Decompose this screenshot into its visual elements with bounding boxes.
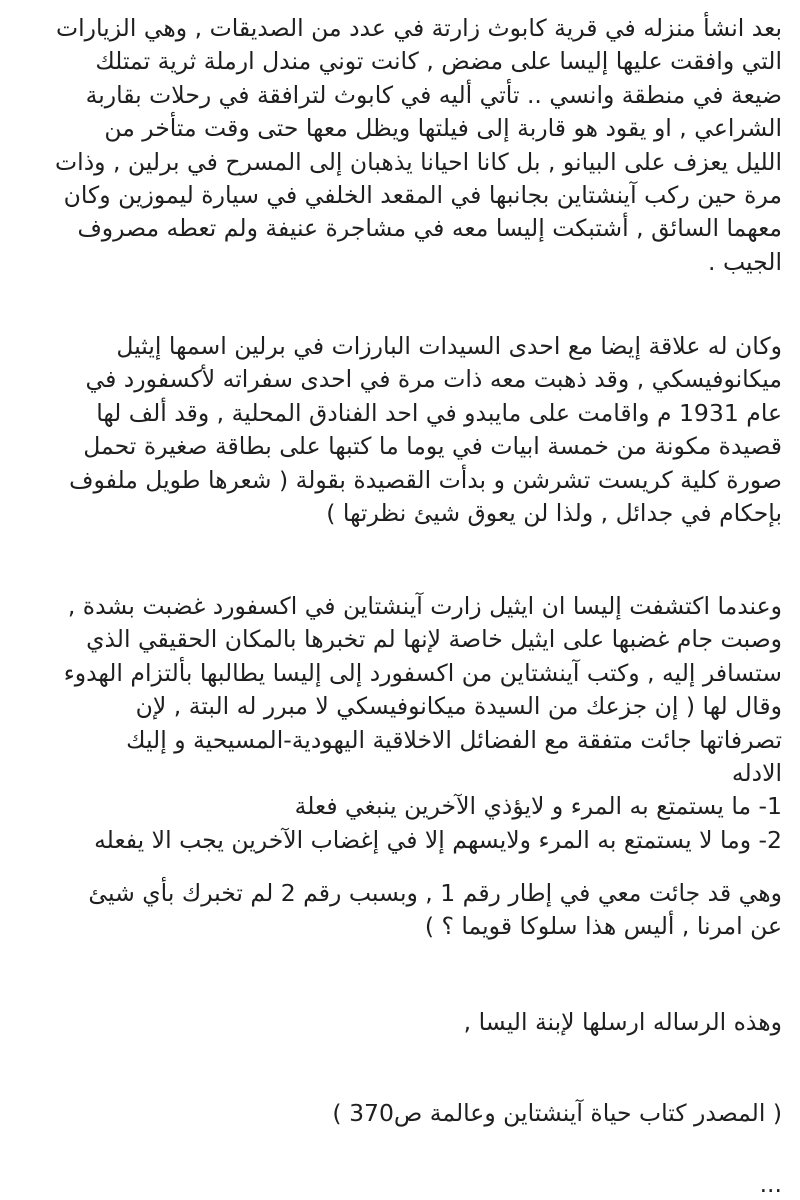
paragraph-2 [20,330,782,530]
paragraph-line: تصرفاتها جائت متفقة مع الفضائل الاخلاقية اليهودية-المسيحية و إليك [126,725,782,754]
paragraph-line: وكان له علاقة إيضا مع احدى السيدات البارزات في برلين اسمها إيثيل [116,332,782,360]
paragraph-line: وهي قد جائت معي في إطار رقم 1 , وبسبب رقم 2 لم تخبرك بأي شيئ [88,879,782,907]
list-item-1: 1- ما يستمتع به المرء و لايؤذي الآخرين ينبغي فعلة [294,792,782,821]
paragraph-line: التي وافقت عليها إليسا على مضض , كانت توني مندل ارملة ثرية تمتلك [95,47,782,76]
paragraph-line: بإحكام في جدائل , ولذا لن يعوق شيئ نظرتها ) [326,498,782,527]
paragraph-line: وعندما اكتشفت إليسا ان ايثيل زارت آينشتاين في اكسفورد غضبت بشدة , [67,592,782,620]
paragraph-line: عام 1931 م واقامت على مايبدو في احد الفنادق المحلية , وقد ألف لها [96,398,782,427]
paragraph-line: ضيعة في منطقة وانسي .. تأتي أليه في كابوث لترافقة في رحلات بقاربة [85,80,782,109]
paragraph-line: وهذه الرساله ارسلها لإبنة اليسا , [463,1008,782,1036]
paragraph-line: ... [759,1170,782,1198]
paragraph-line: مرة حين ركب آينشتاين بجانبها في المقعد الخلفي في سيارة ليموزين وكان [63,180,782,209]
paragraph-line: عن امرنا , أليس هذا سلوكا قويما ؟ ) [424,912,782,941]
paragraph-line: صورة كلية كريست تشرشن و بدأت القصيدة بقولة ( شعرها طويل ملفوف [69,465,782,494]
paragraph-1 [20,12,782,279]
paragraph-line: ستسافر إليه , وكتب آينشتاين من اكسفورد إلى إليسا يطالبها بألتزام الهدوء [63,658,782,687]
paragraph-line: معهما السائق , أشتبكت إليسا معه في مشاجرة عنيفة ولم تعطه مصروف [77,214,782,243]
paragraph-line: الليل يعزف على البيانو , بل كانا احيانا يذهبان إلى المسرح في برلين , وذات [55,147,782,176]
paragraph-3 [20,590,782,857]
paragraph-line: الجيب . [708,247,782,276]
list-item-2: 2- وما لا يستمتع به المرء ولايسهم إلا في إغضاب الآخرين يجب الا يفعله [94,825,782,854]
paragraph-line: وقال لها ( إن جزعك من السيدة ميكانوفيسكي لا مبرر له البتة , لإن [135,692,782,721]
paragraph-5 [20,1006,782,1039]
paragraph-line: قصيدة مكونة من خمسة ابيات في يوما ما كتبها على بطاقة صغيرة تحمل [83,432,782,461]
paragraph-line: بعد انشأ منزله في قرية كابوث زارتة في عدد من الصديقات , وهي الزيارات [56,14,782,42]
source-citation [20,1097,782,1130]
paragraph-line: الشراعي , او يقود هو قاربة إلى فيلتها ويظل معها حتى وقت متأخر من [104,114,782,143]
paragraph-line: الادله [731,758,782,787]
continuation-ellipsis [20,1168,782,1200]
paragraph-line: ( المصدر كتاب حياة آينشتاين وعالمة ص370 ) [332,1099,782,1127]
paragraph-line: ميكانوفيسكي , وقد ذهبت معه ذات مرة في احدى سفراته لأكسفورد في [85,365,782,394]
paragraph-line: وصبت جام غضبها على ايثيل خاصة لإنها لم تخبرها بالمكان الحقيقي الذي [86,625,782,654]
paragraph-4 [20,877,782,944]
